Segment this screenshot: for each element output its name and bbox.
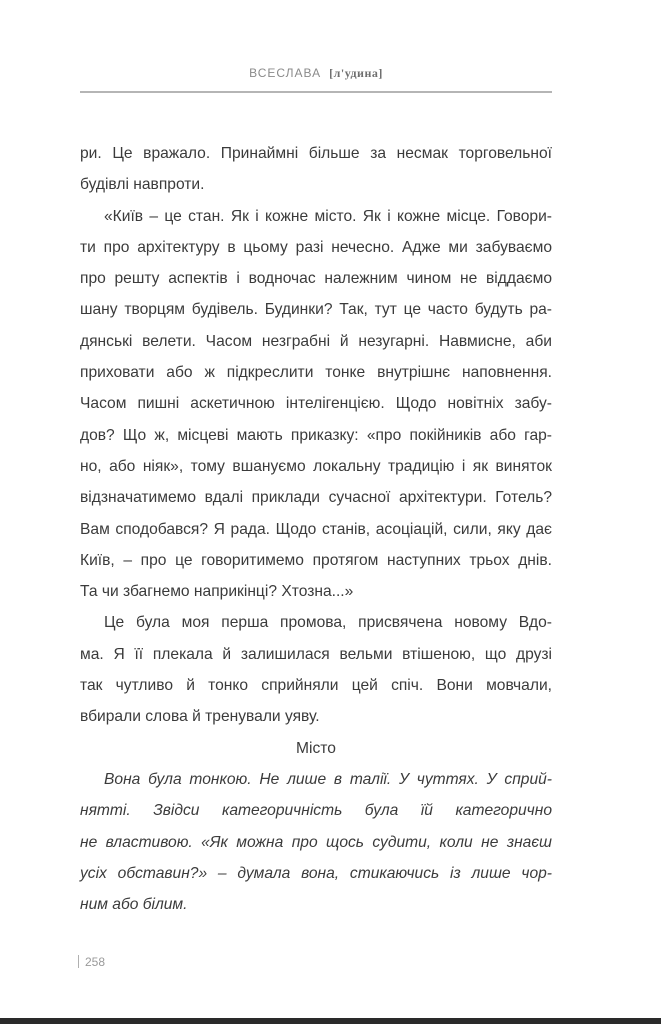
italic-text-line: Вона була тонкою. Не лише в талії. У чуттях. У сприй-: [104, 770, 552, 788]
paragraph: [80, 607, 552, 732]
section-heading: Місто: [296, 739, 336, 757]
text-line: ри. Це вражало. Принаймні більше за несмак торговельної: [80, 145, 552, 162]
text-line: ти про архітектуру в цьому разі нечесно. Адже ми забуваємо: [80, 238, 552, 256]
text-line: но, або ніяк», тому вшануємо локальну традицію і як виняток: [80, 457, 552, 475]
paragraphs: [80, 138, 552, 733]
text-line: відзначатимемо вдалі приклади сучасної архітектури. Готель?: [80, 489, 552, 507]
text-line: ма. Я її плекала й залишилася вельми втішеною, що друзі: [80, 645, 552, 663]
text-line: про решту аспектів і водночас належним чином не віддаємо: [80, 270, 552, 288]
page-number: 258: [85, 955, 106, 969]
italic-text-line: усіх обставин?» – думала вона, стикаючись із лише чор-: [80, 864, 552, 882]
text-line: Часом пишні аскетичною інтелігенцією. Щодо новітніх забу-: [80, 395, 552, 413]
text-line: «Київ – це стан. Як і кожне місто. Як і кожне місце. Говори-: [104, 207, 552, 225]
text-line: приховати або ж підкреслити тонке внутрішнє наповнення.: [80, 364, 552, 382]
text-line: вбирали слова й тренували уяву.: [80, 708, 320, 726]
text-line: Це була моя перша промова, присвячена новому Вдо-: [104, 614, 552, 632]
page-body: [80, 138, 552, 920]
italic-text-line: нятті. Звідси категоричність була їй категорично: [80, 802, 552, 820]
text-line: Вам сподобався? Я рада. Щодо станів, асоціацій, сили, яку дає: [80, 520, 552, 538]
page-footer: [78, 955, 105, 969]
paragraph: [80, 201, 552, 608]
running-header: [80, 66, 552, 81]
text-line: Та чи збагнемо наприкінці? Хтозна...»: [80, 583, 354, 601]
text-line: дянські велети. Часом незграбні й незугарні. Навмисне, аби: [80, 332, 552, 350]
italic-text-line: не властивою. «Як можна про щось судити, коли не знаєш: [80, 833, 552, 851]
text-line: шану творцям будівель. Будинки? Так, тут це часто будуть ра-: [80, 301, 552, 319]
paragraph: [80, 138, 552, 201]
page-bottom-edge: [0, 1018, 661, 1024]
text-line: будівлі навпроти.: [80, 176, 205, 194]
text-line: Київ, – про це говоритимемо протягом наступних трьох днів.: [80, 551, 552, 569]
header-title: ВСЕСЛАВА: [249, 66, 322, 80]
header-rule: [80, 91, 552, 93]
header-subtitle: [л'удина]: [329, 66, 383, 80]
italic-paragraph: [80, 764, 552, 920]
footer-bar: [78, 955, 79, 968]
italic-text-line: ним або білим.: [80, 896, 188, 914]
text-line: дов? Що ж, місцеві мають приказку: «про покійників або гар-: [80, 426, 552, 444]
text-line: так чутливо й тонко сприйняли цей спіч. Вони мовчали,: [80, 677, 552, 695]
